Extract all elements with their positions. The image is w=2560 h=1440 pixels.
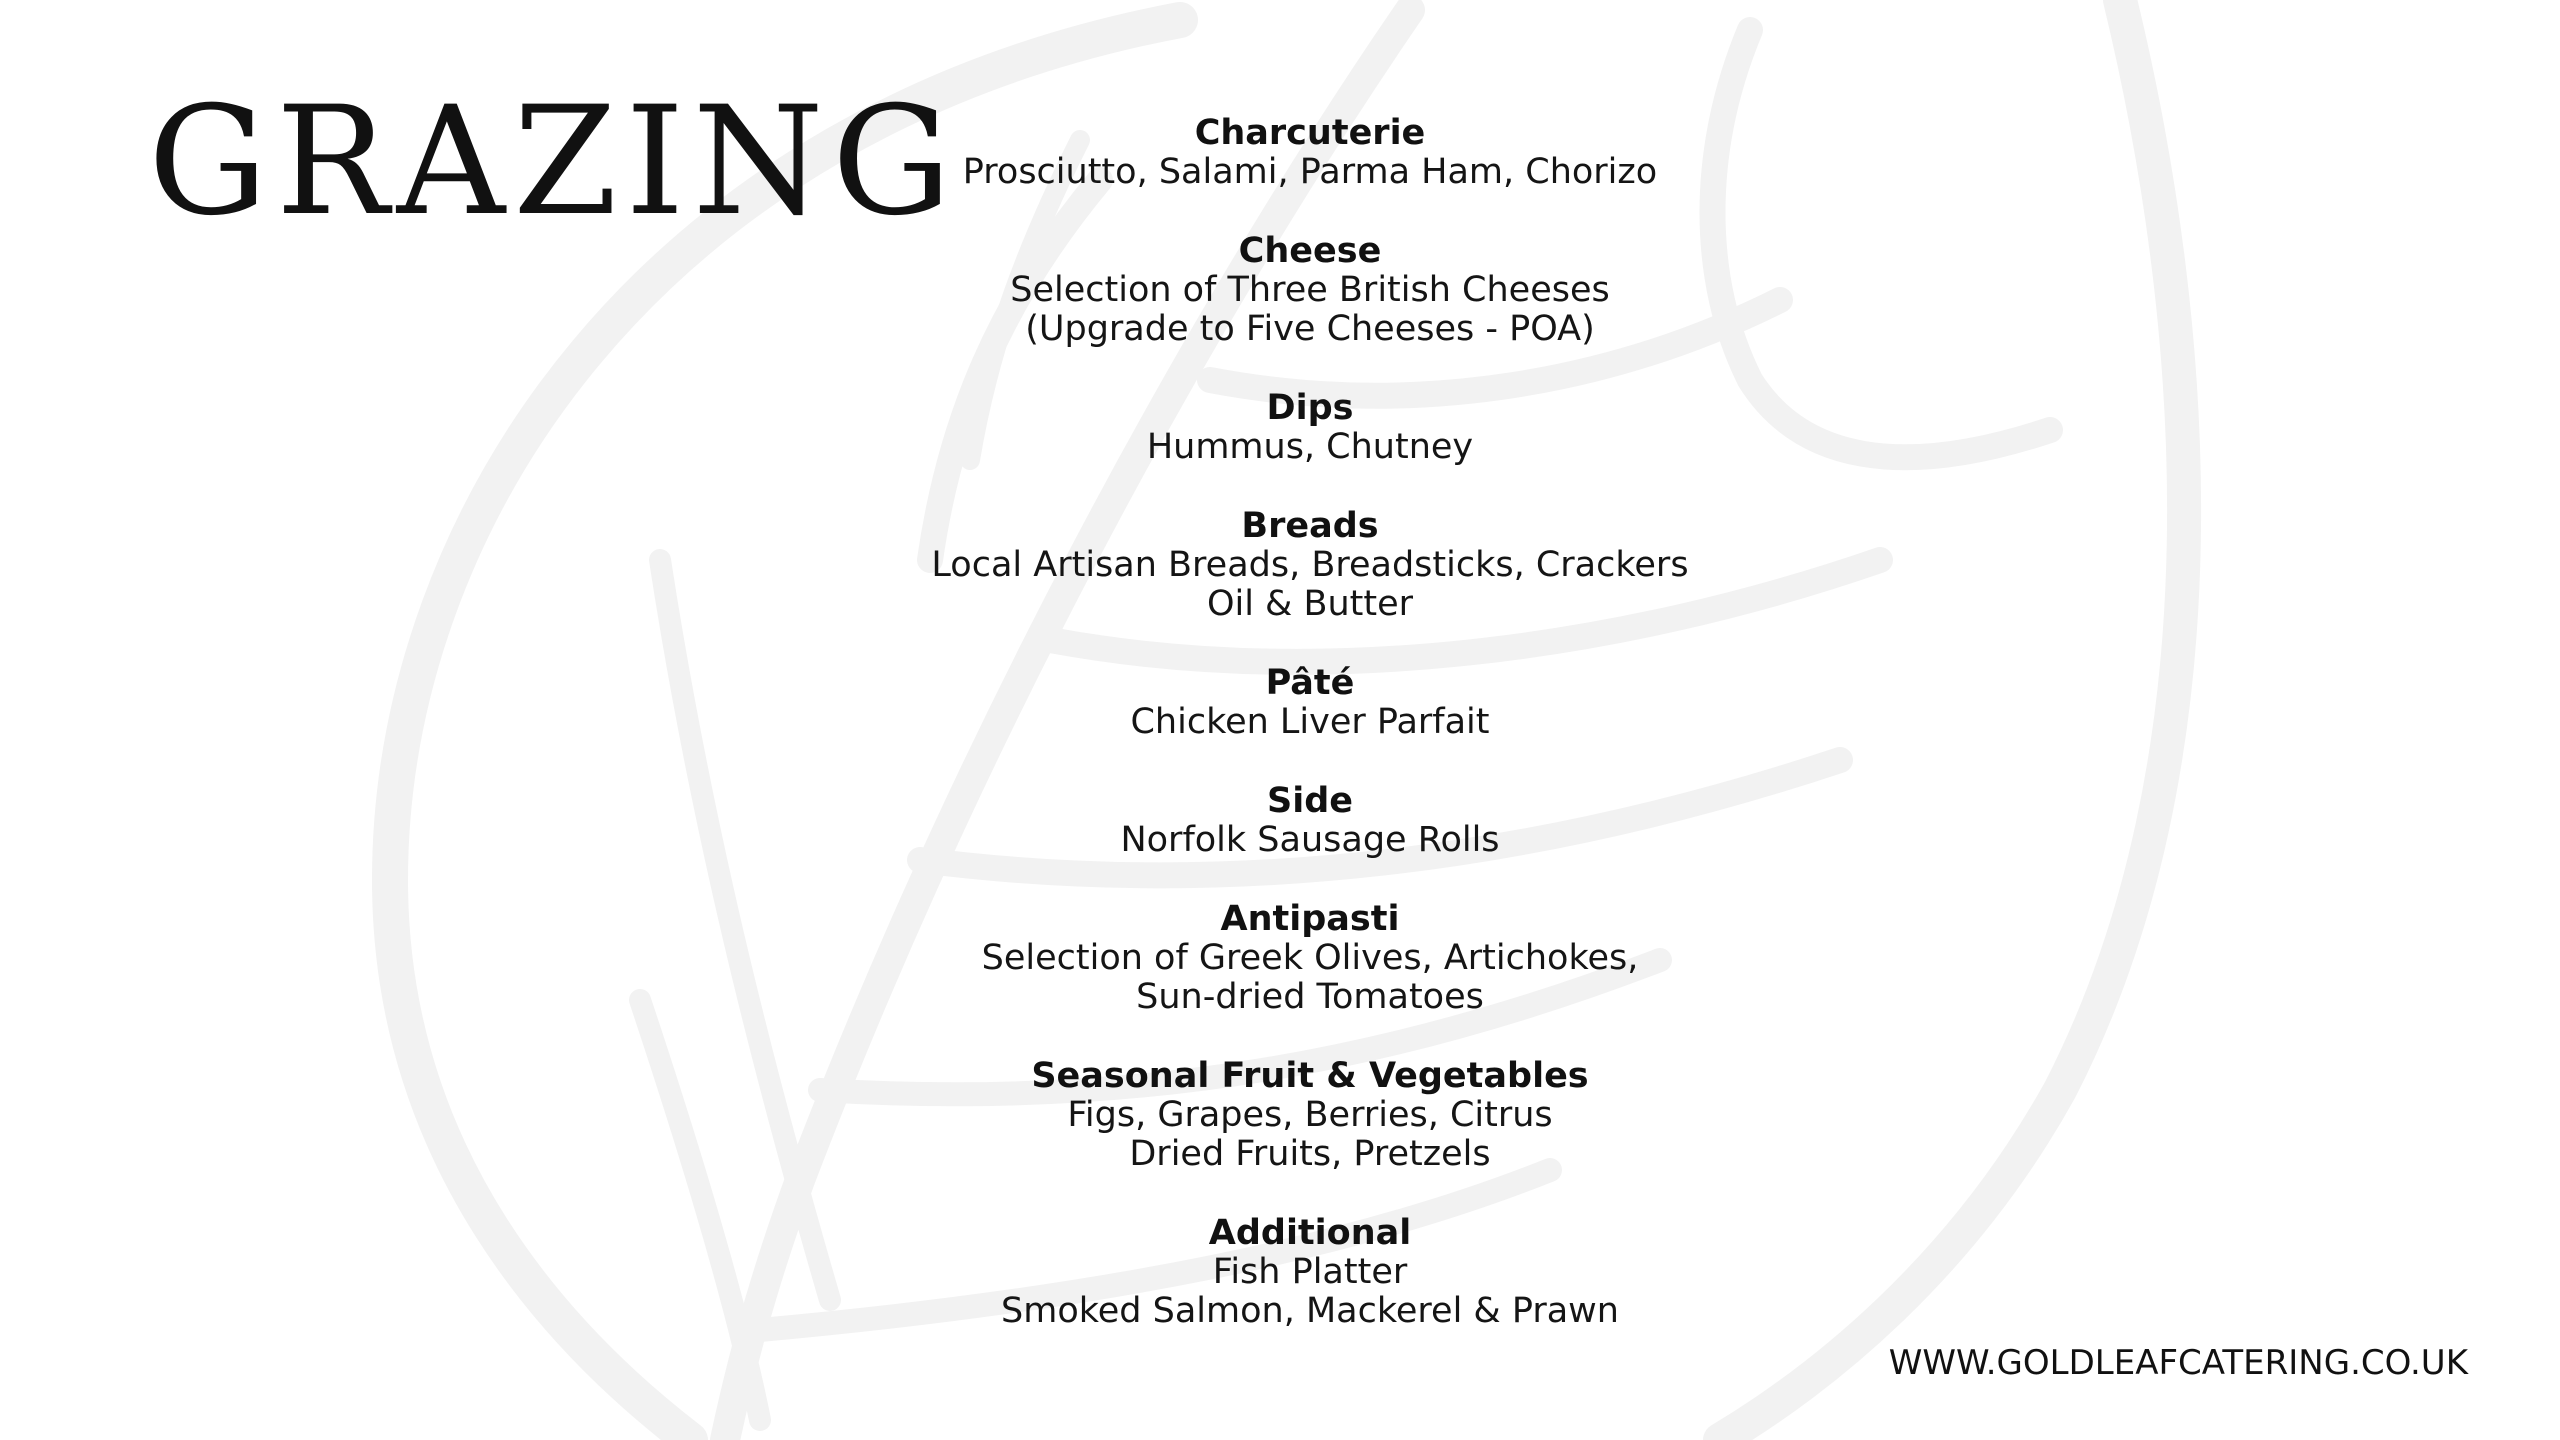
section-item-line: Norfolk Sausage Rolls bbox=[1120, 820, 1500, 860]
section-heading: Charcuterie bbox=[1194, 113, 1426, 153]
menu-section-antipasti bbox=[820, 900, 1800, 1017]
menu-section-dips bbox=[820, 389, 1800, 467]
section-item-line: Selection of Greek Olives, Artichokes, bbox=[981, 938, 1639, 978]
section-item-line: Dried Fruits, Pretzels bbox=[1129, 1134, 1491, 1174]
section-heading: Antipasti bbox=[1220, 899, 1400, 939]
section-heading: Additional bbox=[1208, 1213, 1412, 1253]
section-item-line: Chicken Liver Parfait bbox=[1130, 702, 1490, 742]
menu-section-side bbox=[820, 782, 1800, 860]
menu-section-pate bbox=[820, 664, 1800, 742]
section-item-line: Hummus, Chutney bbox=[1146, 427, 1474, 467]
section-heading: Cheese bbox=[1238, 231, 1382, 271]
section-item-line: Sun-dried Tomatoes bbox=[1136, 977, 1484, 1017]
section-item-line: Prosciutto, Salami, Parma Ham, Chorizo bbox=[962, 152, 1658, 192]
section-item-line: Selection of Three British Cheeses bbox=[1010, 270, 1610, 310]
section-heading: Pâté bbox=[1265, 663, 1355, 703]
section-item-line: Fish Platter bbox=[1212, 1252, 1408, 1292]
section-item-line: Figs, Grapes, Berries, Citrus bbox=[1067, 1095, 1553, 1135]
website-url: WWW.GOLDLEAFCATERING.CO.UK bbox=[1888, 1343, 2468, 1383]
menu-section-charcuterie bbox=[820, 114, 1800, 192]
section-heading: Dips bbox=[1266, 388, 1354, 428]
section-item-line: Local Artisan Breads, Breadsticks, Crackers bbox=[931, 545, 1689, 585]
page-title: GRAZING bbox=[148, 75, 960, 249]
section-heading: Side bbox=[1267, 781, 1353, 821]
leaf-vein-9 bbox=[640, 1000, 760, 1420]
menu-section-cheese bbox=[820, 232, 1800, 349]
section-item-line: (Upgrade to Five Cheeses - POA) bbox=[1025, 309, 1595, 349]
section-item-line: Oil & Butter bbox=[1206, 584, 1414, 624]
section-item-line: Smoked Salmon, Mackerel & Prawn bbox=[1001, 1291, 1619, 1331]
menu-section-breads bbox=[820, 507, 1800, 624]
menu-section-seasonal-fruit-vegetables bbox=[820, 1057, 1800, 1174]
leaf-vein-8 bbox=[660, 560, 830, 1300]
section-heading: Seasonal Fruit & Vegetables bbox=[1031, 1056, 1589, 1096]
menu-list bbox=[820, 114, 1800, 1371]
section-heading: Breads bbox=[1241, 506, 1379, 546]
menu-section-additional bbox=[820, 1214, 1800, 1331]
